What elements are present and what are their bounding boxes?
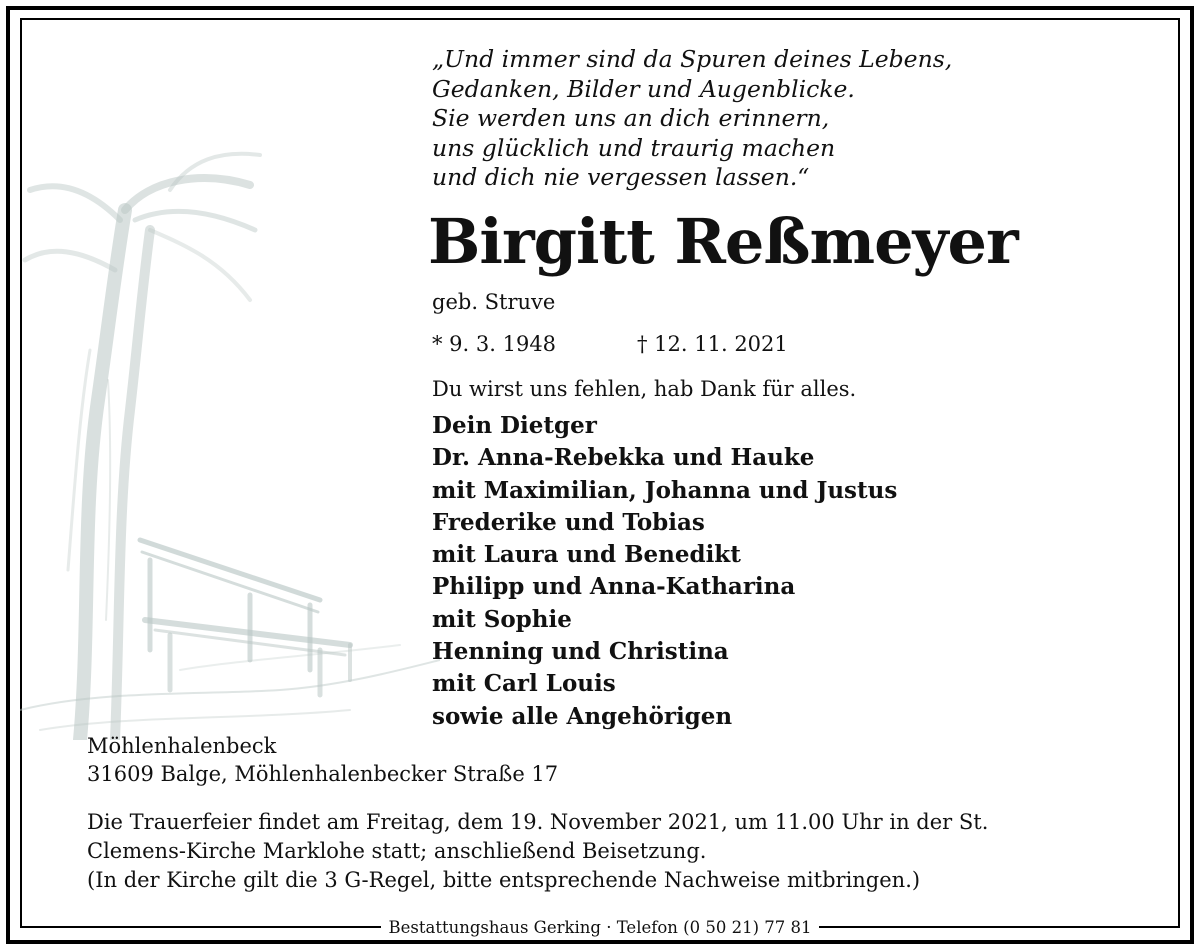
mourner-line: mit Sophie xyxy=(432,605,572,633)
mourner-line: mit Maximilian, Johanna und Justus xyxy=(432,476,898,504)
quote-line: und dich nie vergessen lassen.“ xyxy=(432,163,810,191)
birth-date: * 9. 3. 1948 xyxy=(432,332,557,356)
mourner-line: mit Carl Louis xyxy=(432,670,616,698)
mourners-list xyxy=(432,410,897,733)
quote-line: uns glücklich und traurig machen xyxy=(432,133,836,162)
service-info xyxy=(87,808,988,895)
address-line: Möhlenhalenbeck xyxy=(87,734,277,758)
address-block xyxy=(87,732,558,788)
death-date: † 12. 11. 2021 xyxy=(637,332,788,356)
memorial-quote xyxy=(432,45,1132,193)
quote-line: Gedanken, Bilder und Augenblicke. xyxy=(432,74,855,103)
born-name: geb. Struve xyxy=(432,290,556,314)
tree-bench-illustration-icon xyxy=(20,150,440,740)
mourner-line: Frederike und Tobias xyxy=(432,508,705,536)
mourner-line: Philipp und Anna-Katharina xyxy=(432,573,796,601)
service-line: (In der Kirche gilt die 3 G-Regel, bitte entsprechende Nachweise mitbringen.) xyxy=(87,868,921,892)
mourner-line: Dr. Anna-Rebekka und Hauke xyxy=(432,444,815,472)
footer-text: Bestattungshaus Gerking · Telefon (0 50 21) 77 81 xyxy=(381,918,820,937)
thanks-line: Du wirst uns fehlen, hab Dank für alles. xyxy=(432,377,857,401)
service-line: Die Trauerfeier findet am Freitag, dem 19. November 2021, um 11.00 Uhr in der St. xyxy=(87,810,989,834)
quote-line: Sie werden uns an dich erinnern, xyxy=(432,104,830,132)
mourner-line: Henning und Christina xyxy=(432,638,729,666)
address-line: 31609 Balge, Möhlenhalenbecker Straße 17 xyxy=(87,762,559,786)
deceased-name: Birgitt Reßmeyer xyxy=(428,205,1018,278)
quote-line: „Und immer sind da Spuren deines Lebens, xyxy=(432,45,953,73)
service-line: Clemens-Kirche Marklohe statt; anschließend Beisetzung. xyxy=(87,839,707,863)
funeral-home-footer xyxy=(0,918,1200,937)
mourner-line: sowie alle Angehörigen xyxy=(432,702,733,730)
mourner-line: mit Laura und Benedikt xyxy=(432,541,741,569)
mourner-line: Dein Dietger xyxy=(432,412,597,439)
